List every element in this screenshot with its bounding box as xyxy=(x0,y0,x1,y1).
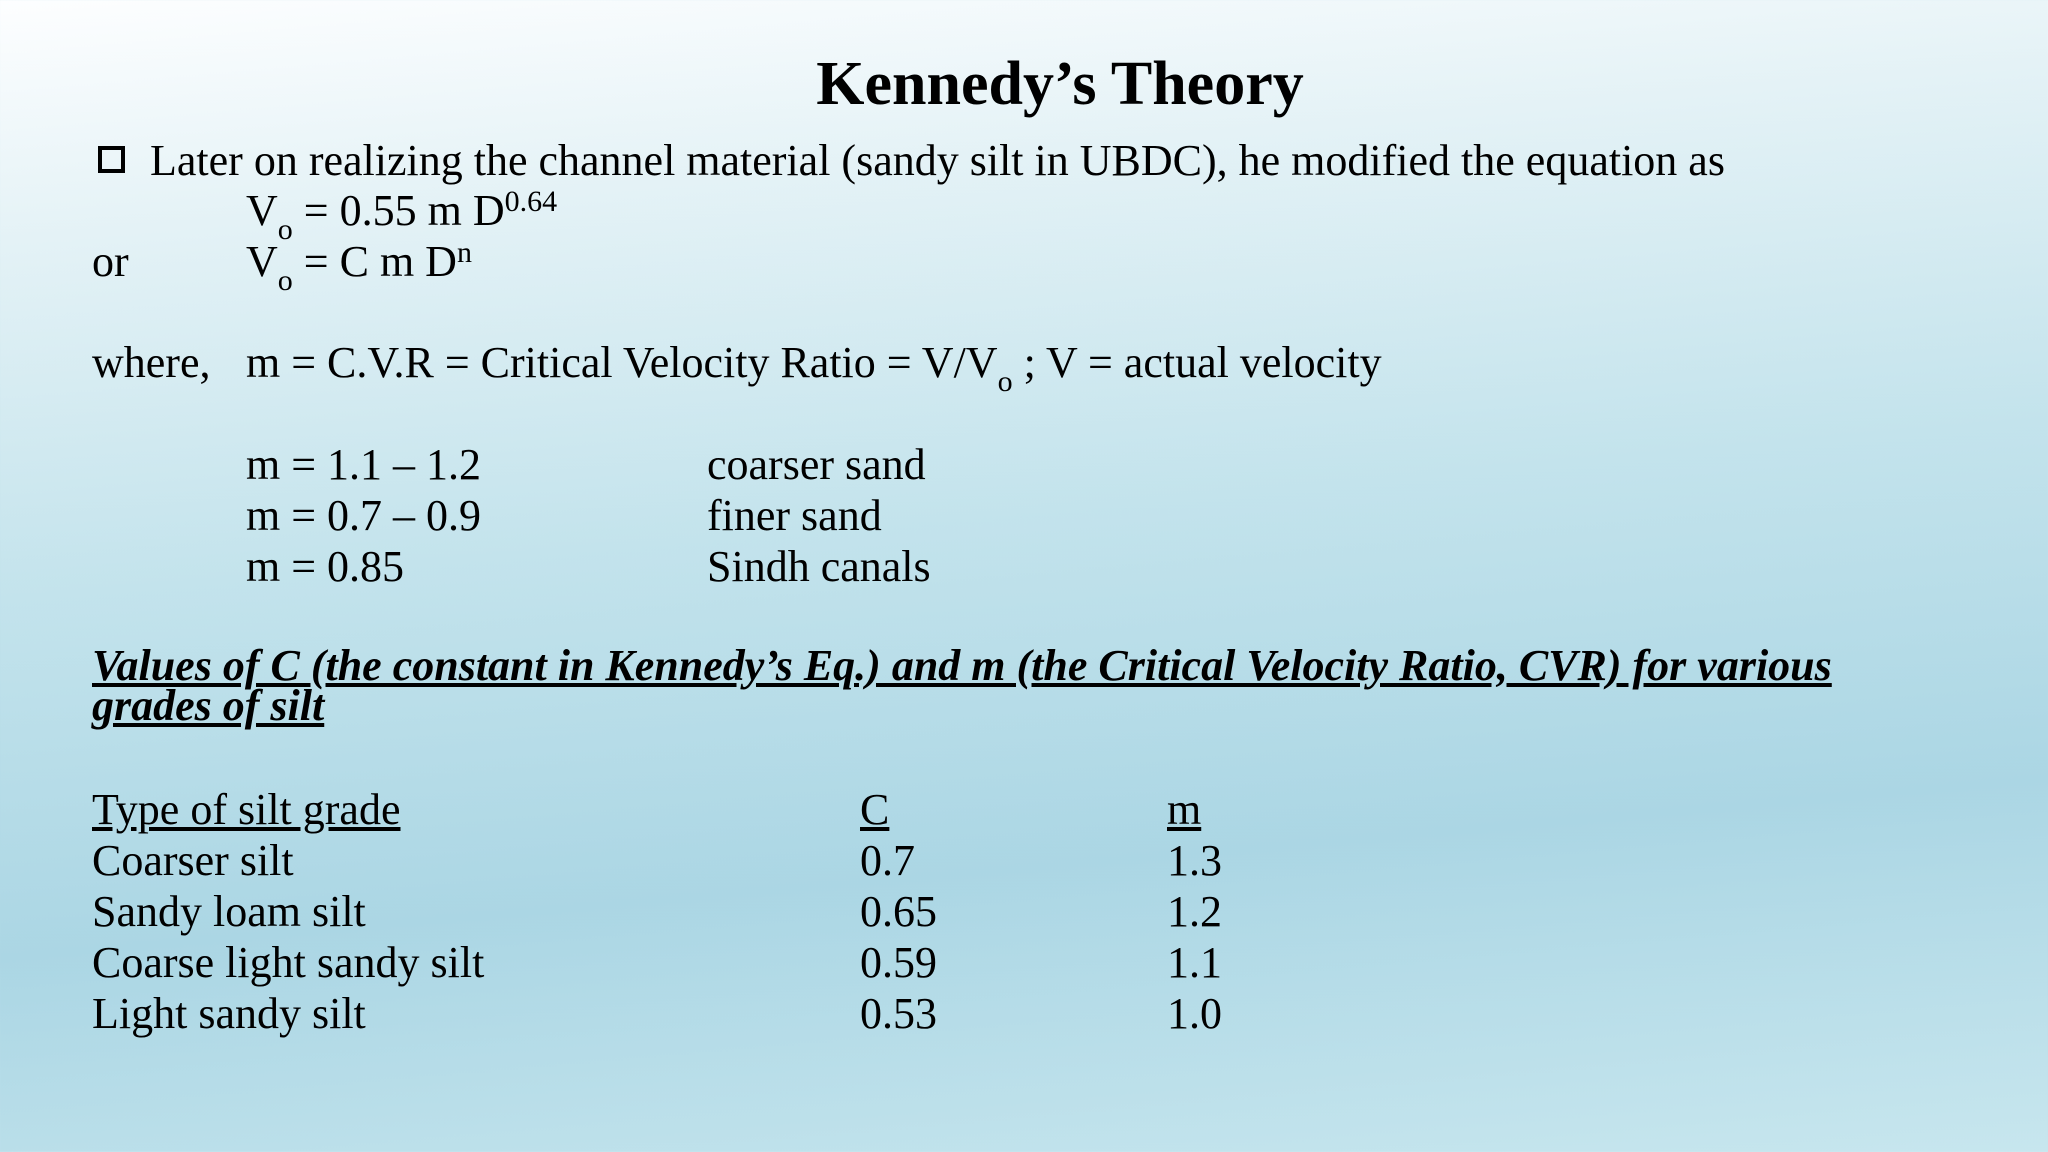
eq2-exponent: n xyxy=(456,236,472,269)
eq1-v: V xyxy=(246,186,278,235)
table-cell-grade: Coarser silt xyxy=(92,836,294,885)
eq2-rest: = C m D xyxy=(292,237,457,286)
checkbox-bullet-icon xyxy=(98,146,125,173)
eq1-exponent: 0.64 xyxy=(504,185,558,218)
intro-text: Later on realizing the channel material (sandy silt in UBDC), he modified the equation as xyxy=(150,136,1725,185)
where-tail: ; V = actual velocity xyxy=(1012,338,1382,387)
table-cell-m: 1.3 xyxy=(1167,836,1222,885)
table-cell-grade: Coarse light sandy silt xyxy=(92,938,485,987)
m-range: m = 0.85 xyxy=(246,542,405,591)
where-definition xyxy=(246,338,1382,398)
table-cell-m: 1.2 xyxy=(1167,887,1222,936)
slide-title: Kennedy’s Theory xyxy=(816,50,1304,118)
table-cell-grade: Light sandy silt xyxy=(92,989,366,1038)
m-description: finer sand xyxy=(707,491,882,540)
eq2-v: V xyxy=(246,237,278,286)
m-range: m = 0.7 – 0.9 xyxy=(246,491,482,540)
m-description: Sindh canals xyxy=(707,542,931,591)
equation-1 xyxy=(246,185,558,246)
table-cell-grade: Sandy loam silt xyxy=(92,887,366,936)
table-cell-m: 1.0 xyxy=(1167,989,1222,1038)
table-cell-c: 0.59 xyxy=(860,938,937,987)
column-header-silt-grade: Type of silt grade xyxy=(92,785,401,834)
eq1-rest: = 0.55 m D xyxy=(292,186,505,235)
where-subscript: o xyxy=(997,365,1013,398)
where-text: m = C.V.R = Critical Velocity Ratio = V/V xyxy=(246,338,998,387)
m-description: coarser sand xyxy=(707,440,926,489)
table-cell-c: 0.65 xyxy=(860,887,937,936)
eq2-subscript: o xyxy=(277,264,293,297)
table-cell-m: 1.1 xyxy=(1167,938,1222,987)
table-heading: Values of C (the constant in Kennedy’s Eq.) and m (the Critical Velocity Ratio, CVR) for various grades of silt xyxy=(92,641,1832,730)
table-cell-c: 0.7 xyxy=(860,836,915,885)
table-cell-c: 0.53 xyxy=(860,989,937,1038)
column-header-m: m xyxy=(1167,785,1202,834)
where-label: where, xyxy=(92,338,211,387)
equation-2 xyxy=(246,236,472,297)
m-range: m = 1.1 – 1.2 xyxy=(246,440,482,489)
eq1-subscript: o xyxy=(277,213,293,246)
column-header-c: C xyxy=(860,785,890,834)
eq2-prefix: or xyxy=(92,237,129,286)
